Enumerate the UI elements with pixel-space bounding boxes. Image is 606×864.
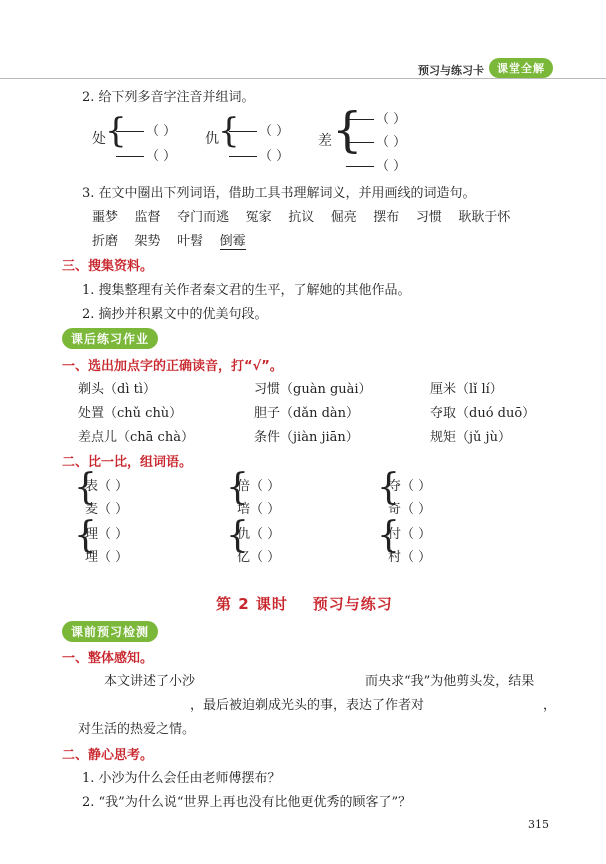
vocab-word: 叶髫 (177, 234, 204, 249)
section-title: 二、比一比，组词语。 (62, 455, 193, 470)
pron-item: 习惯（guàn guài） (254, 382, 372, 397)
brace-icon: { (74, 515, 97, 556)
blank-line (346, 166, 374, 167)
polyphone-char: 处 (92, 131, 106, 147)
section-title: 二、静心思考。 (62, 748, 154, 763)
brace-icon: { (332, 102, 363, 158)
vocab-word: 监督 (134, 210, 161, 225)
compare-char: 仇（ ） (237, 527, 281, 542)
vocab-word: 架势 (134, 234, 161, 249)
summary-text: ， (543, 698, 557, 713)
vocab-word: 耿耿于怀 (458, 210, 511, 225)
section-title: 一、选出加点字的正确读音，打“√”。 (62, 359, 283, 374)
compare-char: 理（ ） (85, 527, 129, 542)
sec3-item1: 1. 搜集整理有关作者秦文君的生平，了解她的其他作品。 (82, 283, 411, 298)
blank-line (346, 119, 374, 120)
vocab-word-underlined: 倒霉 (219, 234, 246, 249)
compare-char: 亿（ ） (237, 550, 281, 565)
brace-icon: { (377, 515, 400, 556)
compare-char: 表（ ） (85, 479, 129, 494)
vocab-word: 摆布 (373, 210, 400, 225)
after-class-badge: 课后练习作业 (62, 328, 158, 349)
pinyin-slot: （ ） (146, 124, 177, 139)
q2-title: 2. 给下列多音字注音并组词。 (82, 90, 255, 105)
brace-icon: { (74, 467, 97, 508)
pron-item: 条件（jiàn jiān） (254, 430, 359, 445)
pinyin-slot: （ ） (259, 124, 290, 139)
header-rule (0, 78, 606, 79)
vocab-word: 习惯 (415, 210, 442, 225)
pron-item: 处置（chǔ chù） (78, 406, 183, 421)
header-title: 预习与练习卡 (418, 64, 484, 77)
brace-icon: { (377, 467, 400, 508)
compare-char: 村（ ） (388, 550, 432, 565)
compare-char: 麦（ ） (85, 502, 129, 517)
think-question: 2. “我”为什么说“世界上再也没有比他更优秀的顾客了”？ (82, 795, 412, 810)
pron-item: 剃头（dì tì） (78, 382, 156, 397)
vocab-word: 噩梦 (92, 210, 119, 225)
pinyin-slot: （ ） (376, 135, 407, 150)
pinyin-slot: （ ） (376, 112, 407, 127)
vocab-word: 折磨 (92, 234, 119, 249)
vocab-word: 夺门而逃 (177, 210, 230, 225)
section-title: 三、搜集资料。 (62, 259, 154, 274)
sec3-item2: 2. 摘抄并积累文中的优美句段。 (82, 307, 268, 322)
pron-item: 胆子（dǎn dàn） (254, 406, 360, 421)
compare-char: 奇（ ） (388, 502, 432, 517)
polyphone-char: 差 (318, 133, 332, 149)
compare-char: 倍（ ） (237, 479, 281, 494)
vocab-word: 倔亮 (330, 210, 357, 225)
q3-words-row2 (92, 230, 246, 249)
polyphone-char: 仇 (205, 131, 219, 147)
pron-item: 差点儿（chā chà） (78, 430, 194, 445)
summary-text: ，最后被迫剃成光头的事，表达了作者对 (190, 698, 425, 713)
blank-line (229, 131, 257, 132)
blank-line (116, 131, 144, 132)
compare-char: 夺（ ） (388, 479, 432, 494)
header-badge: 课堂全解 (489, 58, 553, 78)
pron-item: 规矩（jǔ jù） (430, 430, 511, 445)
pinyin-slot: （ ） (376, 159, 407, 174)
lesson-subtitle: 预习与练习 (312, 595, 393, 613)
pron-item: 夺取（duó duō） (430, 406, 536, 421)
vocab-word: 冤家 (245, 210, 272, 225)
think-question: 1. 小沙为什么会任由老师傅摆布？ (82, 771, 281, 786)
section-title: 一、整体感知。 (62, 651, 154, 666)
pre-class-badge: 课前预习检测 (62, 621, 158, 642)
summary-text: 而央求“我”为他剪头发，结果 (365, 674, 535, 689)
lesson-title (216, 593, 393, 614)
compare-char: 付（ ） (388, 527, 432, 542)
page-number: 315 (528, 818, 549, 831)
q3-words-row1 (92, 206, 510, 225)
vocab-word: 抗议 (288, 210, 315, 225)
pron-item: 厘米（lǐ lí） (430, 382, 503, 397)
brace-icon: { (226, 515, 249, 556)
pinyin-slot: （ ） (259, 149, 290, 164)
blank-line (116, 156, 144, 157)
blank-line (346, 142, 374, 143)
brace-icon: { (226, 467, 249, 508)
brace-icon: { (218, 111, 240, 151)
compare-char: 埋（ ） (85, 550, 129, 565)
summary-text: 对生活的热爱之情。 (78, 722, 196, 737)
blank-line (229, 156, 257, 157)
lesson-number: 第 2 课时 (216, 595, 288, 613)
compare-char: 培（ ） (237, 502, 281, 517)
pinyin-slot: （ ） (146, 149, 177, 164)
q3-title: 3. 在文中圈出下列词语，借助工具书理解词义，并用画线的词造句。 (82, 186, 476, 201)
brace-icon: { (105, 111, 127, 151)
summary-text: 本文讲述了小沙 (104, 674, 196, 689)
